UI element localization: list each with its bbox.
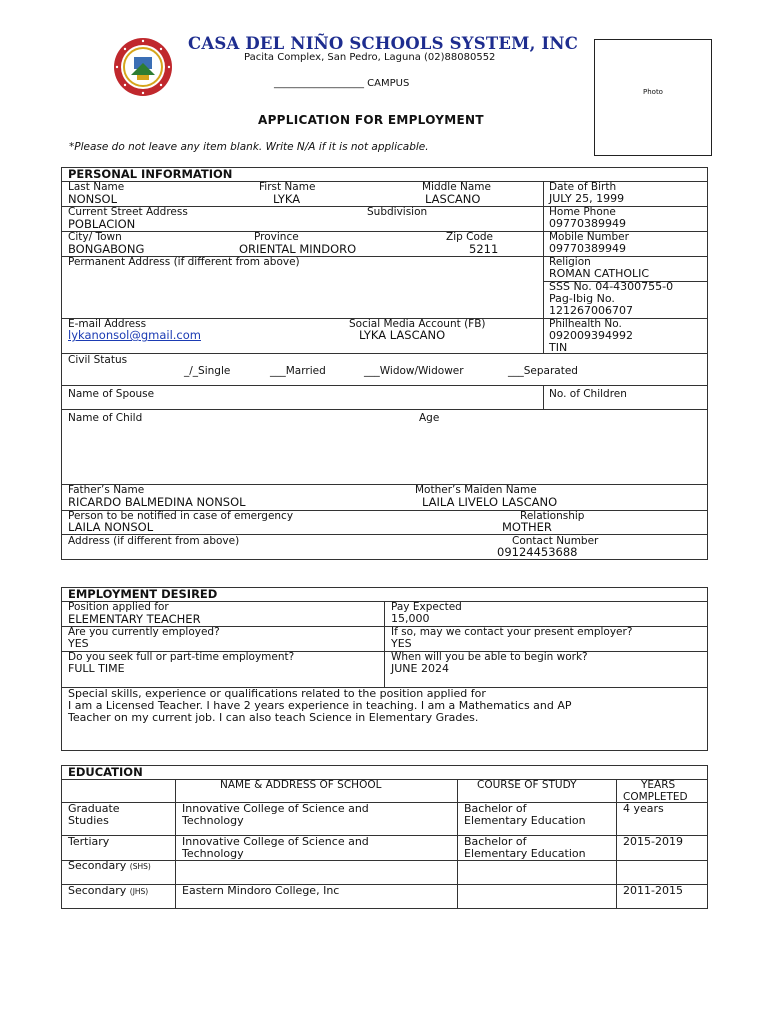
relationship-field[interactable]: MOTHER xyxy=(502,520,552,534)
civil-single-option[interactable]: _/_Single xyxy=(184,365,231,377)
education-table xyxy=(61,765,708,909)
zip-label: Zip Code xyxy=(446,231,493,243)
school-logo xyxy=(113,37,173,97)
edu-school[interactable]: Eastern Mindoro College, Inc xyxy=(182,884,340,897)
dob-label: Date of Birth xyxy=(549,181,617,193)
employed-field[interactable]: YES xyxy=(68,637,89,650)
contact-number-field[interactable]: 09124453688 xyxy=(497,545,578,559)
edu-school-2[interactable]: Technology xyxy=(182,814,244,827)
email-label: E-mail Address xyxy=(68,318,147,330)
edu-level xyxy=(68,860,151,873)
edu-school[interactable]: Innovative College of Science and xyxy=(182,835,369,848)
pagibig-label: Pag-Ibig No. xyxy=(549,292,615,305)
col-header-years-2: COMPLETED xyxy=(623,791,688,803)
contact-employer-field[interactable]: YES xyxy=(391,637,412,650)
mother-field[interactable]: LAILA LIVELO LASCANO xyxy=(422,495,558,509)
edu-level-sub: (SHS) xyxy=(129,862,151,871)
section-title-employment: EMPLOYMENT DESIRED xyxy=(68,587,218,601)
subdivision-label: Subdivision xyxy=(367,206,428,218)
pay-field[interactable]: 15,000 xyxy=(391,612,430,625)
spouse-label: Name of Spouse xyxy=(68,388,155,400)
photo-label: Photo xyxy=(643,88,663,96)
edu-school[interactable]: Innovative College of Science and xyxy=(182,802,369,815)
fulltime-field[interactable]: FULL TIME xyxy=(68,662,125,675)
civil-separated-option[interactable]: ___Separated xyxy=(508,365,578,377)
relationship-label: Relationship xyxy=(520,510,585,522)
campus-field[interactable]: __________________ CAMPUS xyxy=(274,78,410,89)
social-label: Social Media Account (FB) xyxy=(349,318,486,330)
edu-level-name: Secondary xyxy=(68,884,127,897)
father-field[interactable]: RICARDO BALMEDINA NONSOL xyxy=(68,495,246,509)
photo-box[interactable] xyxy=(594,39,712,156)
civil-married-option[interactable]: ___Married xyxy=(270,365,326,377)
edu-level-name: Secondary xyxy=(68,859,127,872)
religion-field[interactable]: ROMAN CATHOLIC xyxy=(549,267,650,280)
contact-employer-label: If so, may we contact your present employer? xyxy=(391,626,633,638)
section-title-personal: PERSONAL INFORMATION xyxy=(68,167,233,181)
edu-years[interactable]: 4 years xyxy=(623,802,664,815)
col-header-school: NAME & ADDRESS OF SCHOOL xyxy=(220,779,382,791)
home-phone-label: Home Phone xyxy=(549,206,616,218)
skills-label: Special skills, experience or qualifications related to the position applied for xyxy=(68,687,486,700)
mother-label: Mother’s Maiden Name xyxy=(415,484,537,496)
emergency-label: Person to be notified in case of emergency xyxy=(68,510,294,522)
children-label: No. of Children xyxy=(549,388,627,400)
first-name-label: First Name xyxy=(259,181,316,193)
edu-course[interactable]: Bachelor of xyxy=(464,835,527,848)
pay-label: Pay Expected xyxy=(391,601,462,613)
edu-level: Tertiary xyxy=(68,835,110,848)
zip-field[interactable]: 5211 xyxy=(469,242,499,256)
email-link[interactable]: lykanonsol@gmail.com xyxy=(68,328,201,342)
edu-years[interactable]: 2015-2019 xyxy=(623,835,683,848)
civil-widow-option[interactable]: ___Widow/Widower xyxy=(364,365,464,377)
form-note: *Please do not leave any item blank. Write N/A if it is not applicable. xyxy=(69,141,429,153)
school-address: Pacita Complex, San Pedro, Laguna (02)88080552 xyxy=(244,52,496,63)
province-field[interactable]: ORIENTAL MINDORO xyxy=(239,242,357,256)
school-name: CASA DEL NIÑO SCHOOLS SYSTEM, INC xyxy=(188,34,579,53)
begin-label: When will you be able to begin work? xyxy=(391,651,588,663)
employed-label: Are you currently employed? xyxy=(68,626,220,638)
edu-school-2[interactable]: Technology xyxy=(182,847,244,860)
fulltime-label: Do you seek full or part-time employment? xyxy=(68,651,295,663)
middle-name-field[interactable]: LASCANO xyxy=(425,192,481,206)
age-label: Age xyxy=(419,412,440,424)
employment-table xyxy=(61,587,708,751)
philhealth-field[interactable]: 092009394992 xyxy=(549,329,633,342)
edu-course-2[interactable]: Elementary Education xyxy=(464,847,586,860)
philhealth-label: Philhealth No. xyxy=(549,318,622,330)
pagibig-field[interactable]: 121267006707 xyxy=(549,304,633,317)
province-label: Province xyxy=(254,231,299,243)
tin-label: TIN xyxy=(549,341,568,354)
personal-info-table xyxy=(61,167,708,560)
edu-course[interactable]: Bachelor of xyxy=(464,802,527,815)
street-field[interactable]: POBLACION xyxy=(68,217,136,231)
col-header-course: COURSE OF STUDY xyxy=(477,779,577,791)
mobile-field[interactable]: 09770389949 xyxy=(549,242,626,255)
edu-level-sub: (JHS) xyxy=(129,887,149,896)
col-header-years-1: YEARS xyxy=(641,779,676,791)
skills-line-1[interactable]: I am a Licensed Teacher. I have 2 years experience in teaching. I am a Mathematics and AP xyxy=(68,699,572,712)
first-name-field[interactable]: LYKA xyxy=(273,192,301,206)
child-label: Name of Child xyxy=(68,412,143,424)
mobile-label: Mobile Number xyxy=(549,231,629,243)
emergency-field[interactable]: LAILA NONSOL xyxy=(68,520,154,534)
position-field[interactable]: ELEMENTARY TEACHER xyxy=(68,612,201,626)
city-field[interactable]: BONGABONG xyxy=(68,242,145,256)
last-name-label: Last Name xyxy=(68,181,125,193)
street-label: Current Street Address xyxy=(68,206,188,218)
civil-status-label: Civil Status xyxy=(68,354,128,366)
edu-level-2: Studies xyxy=(68,814,109,827)
edu-level: Graduate xyxy=(68,802,120,815)
position-label: Position applied for xyxy=(68,601,169,613)
skills-line-2[interactable]: Teacher on my current job. I can also teach Science in Elementary Grades. xyxy=(68,711,479,724)
social-field[interactable]: LYKA LASCANO xyxy=(359,328,446,342)
last-name-field[interactable]: NONSOL xyxy=(68,192,118,206)
emergency-address-label: Address (if different from above) xyxy=(68,535,240,547)
edu-level xyxy=(68,885,148,898)
begin-field[interactable]: JUNE 2024 xyxy=(391,662,449,675)
city-label: City/ Town xyxy=(68,231,122,243)
permanent-address-label: Permanent Address (if different from above) xyxy=(68,256,300,268)
religion-label: Religion xyxy=(549,256,591,268)
middle-name-label: Middle Name xyxy=(422,181,491,193)
sss-field[interactable]: SSS No. 04-4300755-0 xyxy=(549,280,674,293)
contact-number-label: Contact Number xyxy=(512,535,599,547)
edu-course-2[interactable]: Elementary Education xyxy=(464,814,586,827)
edu-years[interactable]: 2011-2015 xyxy=(623,884,683,897)
section-title-education: EDUCATION xyxy=(68,765,143,779)
form-title: APPLICATION FOR EMPLOYMENT xyxy=(258,113,484,127)
dob-field[interactable]: JULY 25, 1999 xyxy=(549,192,625,205)
father-label: Father’s Name xyxy=(68,484,145,496)
home-phone-field[interactable]: 09770389949 xyxy=(549,217,626,230)
